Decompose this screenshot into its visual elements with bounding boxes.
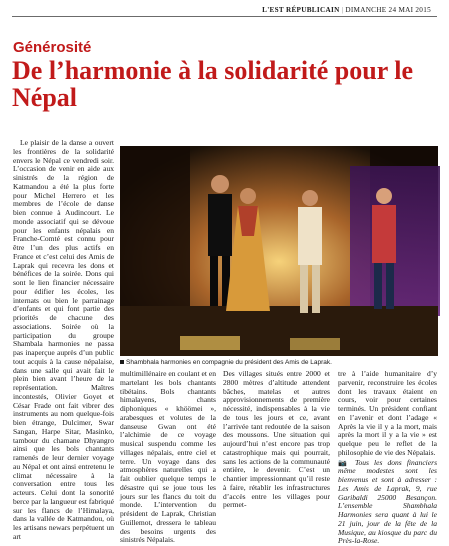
article-paragraph: multimillénaire en coulant et en martelant les bols chantants tibétains. Bols chantants himalayens, chants diphoniques « khöömei », arabesques et volutes de la danseuse Gwan ont été l’alchimie de ce voyage musical suspendu comme les villages népalais, entre ciel et terre. Un voyage dans des atmosphères naturelles qui a fait oublier quelque temps le désastre qui se joue tous les jours sur les flancs du toit du monde. L’intervention du président de Laprak, Christian Guillemot, dressera le tableau des besoins urgents des sinistrés Népalais. [120,370,216,545]
header-separator: | [342,6,344,14]
publication-name: L'EST RÉPUBLICAIN [262,6,339,14]
publication-date: DIMANCHE 24 MAI 2015 [345,6,431,14]
article-paragraph: Le plaisir de la danse a ouvert les frontières de la solidarité envers le Népal ce vendredi soir. L’occasion de venir en aide aux sinistrés de la région de Katmandou a été la plus forte pour Michel Herrero et les membres de l’école de danse bien connue à Audincourt. Le monde associatif qui se dévoue pour les enfants népalais en Franche-Comté est connu pour être l’un des plus actifs en France et c’est celui des Amis de Laprak qui recevra les dons et bénéfices de la soirée. Dons qui sont le lien financier nécessaire pour édifier les écoles, les internats ou bien le parrainage d’enfants et qui font partie des priorités de chacune des associations. Soirée où la participation du groupe Shambala harmonies ne passa pas inaperçue auprès d’un public tout acquis à la cause népalaise, dans une salle qui avait fait le plein bien avant l’heure de la représentation. Maîtres incontestés, Olivier Goyet et César Frade ont fait vibrer des instruments au nom quelque-fois bien étrange, Dulcimer, Swar Sangan, Harpe Sitar, Masinko, tambour du chamane Dhyangro ainsi que les bols chantants ramenés de leur dernier voyage au Népal et ont ainsi entretenu le climat nécessaire à la conversation entre tous les acteurs. Celui dont la sonorité berce par la langueur est fabriqué sur les flancs de l’Himalaya, dans la vallée de Katmandou, où les artisans newars perpétuent un art [13,139,114,542]
photo-caption-text: Shambhala harmonies en compagnie du président des Amis de Laprak. [126,359,332,366]
article-paragraph: tre à l’aide humanitaire d’y parvenir, reconstruire les écoles dont les travaux étaient en cours, voir pour certaines terminés. Un président confiant en l’avenir et dont l’adage « Après la vie il y a la mort, mais après la mort il y a la vie » est quelque peu le reflet de la philosophie de vie des Népalais. [338,370,437,458]
concert-stage-image [120,146,438,356]
caption-bullet-icon [120,360,124,364]
photo-caption [120,359,438,367]
article-column-4 [338,370,437,535]
article-photo [120,146,438,356]
article-column-1 [13,139,114,534]
section-rubric: Générosité [13,39,91,56]
header-rule [12,16,437,17]
article-column-2 [120,370,216,535]
camera-icon: 📷 [338,459,350,467]
donation-note [338,459,437,546]
page-header [262,6,431,14]
donation-note-text: Tous les dons financiers même modestes sont les bienvenus et sont à adresser : Les Amis de Laprak, 9, rue Garibaldi 25000 Besançon. L’ensemble Shambhala Harmonies sera quant à lui le 21 juin, jour de la fête de la Musique, au kiosque du parc du Près-la-Rose. [338,458,437,546]
article-title: De l’harmonie à la solidarité pour le Népal [12,57,438,111]
article-paragraph: Des villages situés entre 2000 et 2800 mètres d’altitude attendent bâches, matelas et autres approvisionnements de première nécessité, indispensables à la vie de tous les jours et ce, avant l’arrivée tant redoutée de la saison des moussons. Une situation qui aujourd’hui n’est encore pas trop catastrophique mais qui pourrait, sans les actions de la communauté entière, le devenir. C’est un chantier impressionnant qu’il reste à faire, rétablir les infrastructures d’accès entre les villages pour permet- [223,370,330,510]
article-column-3 [223,370,330,535]
